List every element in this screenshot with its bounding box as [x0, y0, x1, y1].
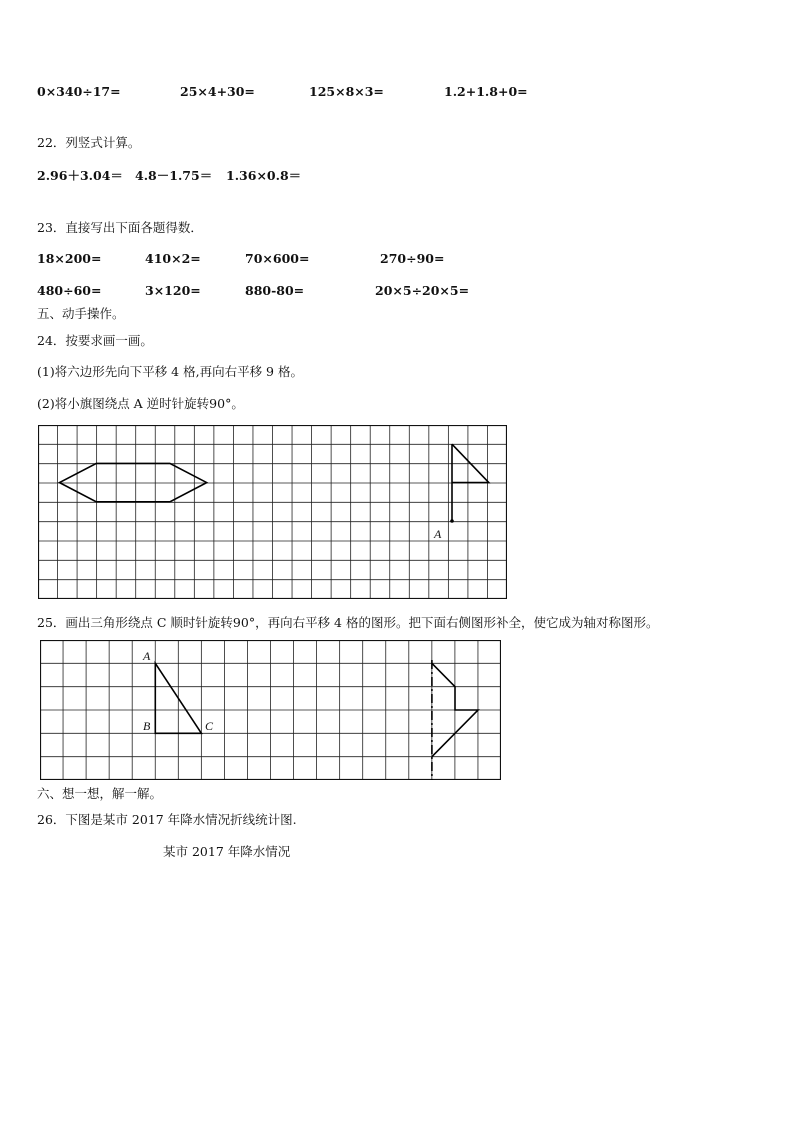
q26-title: 26．下图是某市 2017 年降水情况折线统计图.: [37, 812, 297, 827]
calc-item-4: 1.2+1.8+0=: [444, 84, 528, 99]
flag-shape: [452, 444, 489, 521]
q22-title: 22．列竖式计算。: [37, 135, 141, 150]
q23-r1-item-2: 410×2=: [145, 251, 201, 266]
q24-grid: [38, 425, 507, 599]
q24-title: 24．按要求画一画。: [37, 333, 153, 348]
calc-item-1: 0×340÷17=: [37, 84, 121, 99]
q22-item-1: 2.96＋3.04＝: [37, 168, 123, 183]
q24-sub2: (2)将小旗图绕点 A 逆时针旋转90°。: [37, 396, 244, 411]
q22-item-2: 4.8－1.75＝: [135, 168, 213, 183]
q26-chart-title: 某市 2017 年降水情况: [163, 844, 291, 859]
calc-item-3: 125×8×3=: [309, 84, 384, 99]
q22-item-3: 1.36×0.8＝: [226, 168, 302, 183]
q23-title: 23．直接写出下面各题得数．: [37, 220, 203, 235]
triangle-label-a: A: [143, 649, 151, 663]
q23-r1-item-4: 270÷90=: [380, 251, 445, 266]
hexagon-shape: [60, 463, 207, 501]
q23-r2-item-4: 20×5÷20×5=: [375, 283, 470, 298]
q23-r2-item-1: 480÷60=: [37, 283, 102, 298]
q23-r2-item-3: 880-80=: [245, 283, 305, 298]
q23-r2-item-2: 3×120=: [145, 283, 201, 298]
section5-heading: 五、动手操作。: [37, 306, 125, 321]
q25-grid: [40, 640, 501, 780]
point-a-dot: [450, 519, 454, 523]
section6-heading: 六、想一想，解一解。: [37, 786, 163, 801]
q24-sub1: (1)将六边形先向下平移 4 格,再向右平移 9 格。: [37, 364, 303, 379]
q23-r1-item-1: 18×200=: [37, 251, 102, 266]
calc-item-2: 25×4+30=: [180, 84, 255, 99]
q25-title: 25．画出三角形绕点 C 顺时针旋转90°，再向右平移 4 格的图形。把下面右侧图形补全，使它成为轴对称图形。: [37, 615, 659, 630]
q23-r1-item-3: 70×600=: [245, 251, 310, 266]
triangle-label-b: B: [143, 719, 151, 733]
point-a-label: A: [434, 527, 442, 541]
triangle-label-c: C: [205, 719, 214, 733]
